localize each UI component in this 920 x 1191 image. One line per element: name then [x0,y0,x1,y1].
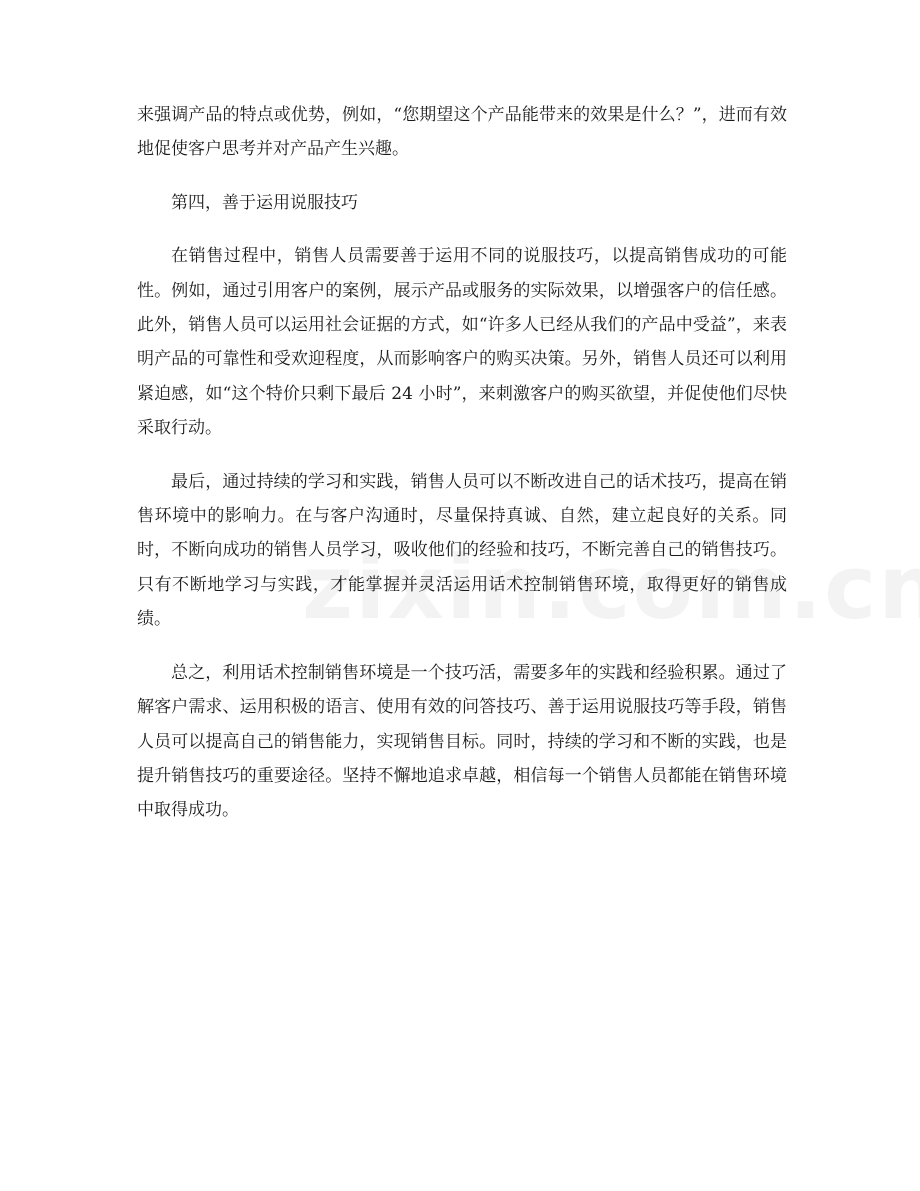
paragraph-persuasion: 在销售过程中，销售人员需要善于运用不同的说服技巧，以提高销售成功的可能性。例如，通过引用客户的案例，展示产品或服务的实际效果，以增强客户的信任感。此外，销售人员可以运用社会证据的方式，如“许多人已经从我们的产品中受益”，来表明产品的可靠性和受欢迎程度，从而影响客户的购买决策。另外，销售人员还可以利用紧迫感，如“这个特价只剩下最后 24 小时”，来刺激客户的购买欲望，并促使他们尽快采取行动。 [137,246,787,439]
document-body [137,98,787,847]
section-heading: 第四，善于运用说服技巧 [171,192,358,213]
paragraph-continued: 来强调产品的特点或优势，例如，“您期望这个产品能带来的效果是什么？”，进而有效地促使客户思考并对产品产生兴趣。 [137,105,787,160]
paragraph-summary: 总之，利用话术控制销售环境是一个技巧活，需要多年的实践和经验积累。通过了解客户需求、运用积极的语言、使用有效的问答技巧、善于运用说服技巧等手段，销售人员可以提高自己的销售能力，实现销售目标。同时，持续的学习和不断的实践，也是提升销售技巧的重要途径。坚持不懈地追求卓越，相信每一个销售人员都能在销售环境中取得成功。 [137,662,787,821]
paragraph-learning: 最后，通过持续的学习和实践，销售人员可以不断改进自己的话术技巧，提高在销售环境中的影响力。在与客户沟通时，尽量保持真诚、自然，建立起良好的关系。同时，不断向成功的销售人员学习，吸收他们的经验和技巧，不断完善自己的销售技巧。只有不断地学习与实践，才能掌握并灵活运用话术控制销售环境，取得更好的销售成绩。 [137,471,787,630]
